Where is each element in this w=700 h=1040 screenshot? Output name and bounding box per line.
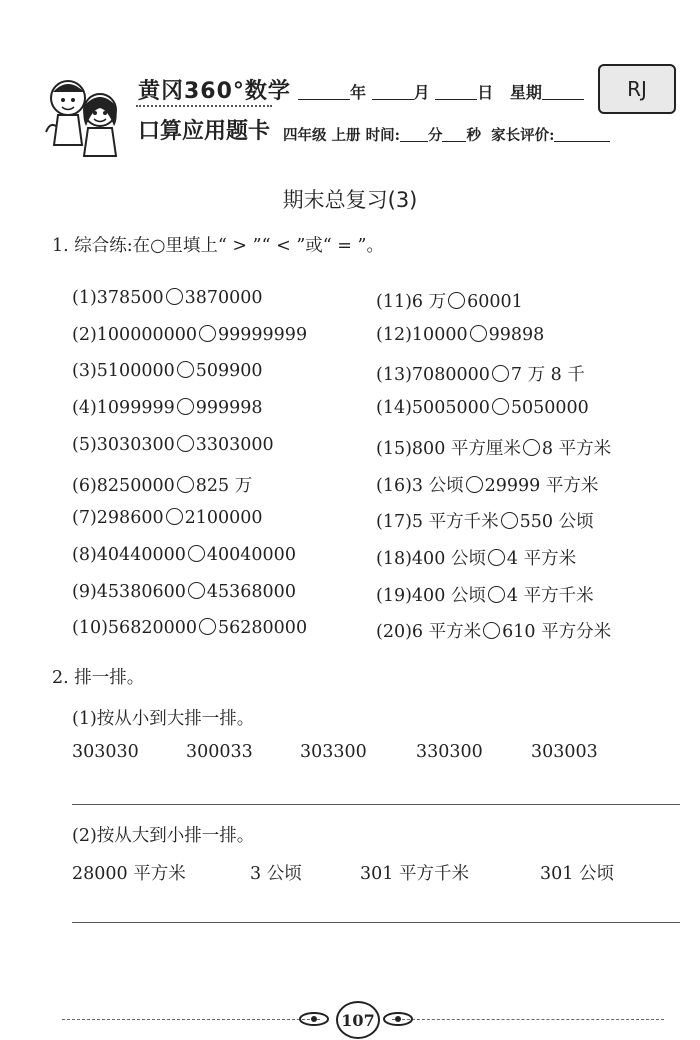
compare-item [376,398,589,418]
month-label: 月 [413,83,430,102]
compare-left: (17)5 平方千米 [376,512,499,533]
page-number: 107 [336,1001,380,1039]
sort-quantity: 3 公顷 [250,864,302,884]
footer-dash-right [392,1019,664,1020]
week-blank[interactable] [542,83,584,100]
date-line [298,80,584,103]
compare-right: 3303000 [195,434,274,455]
month-blank[interactable] [372,83,414,100]
compare-item [72,545,296,565]
year-label: 年 [350,83,367,102]
compare-item [376,545,576,570]
parent-blank[interactable] [554,127,610,143]
answer-circle[interactable] [177,435,194,452]
edition-badge: RJ [598,64,676,114]
compare-right: 3870000 [184,288,263,308]
week-label: 星期 [509,83,542,102]
sort-number: 303300 [300,742,367,762]
answer-circle[interactable] [177,398,194,415]
compare-left: (5)3030300 [72,434,175,455]
answer-circle[interactable] [492,365,509,382]
compare-item [376,325,544,345]
compare-left: (16)3 公顷 [376,475,464,496]
parent-label: 家长评价: [491,127,555,144]
sort-quantity: 28000 平方米 [72,864,186,884]
page-title: 期末总复习(3) [282,188,418,212]
compare-item [72,508,263,528]
compare-item [72,472,252,497]
day-label: 日 [477,83,494,102]
minute-label: 分 [427,127,443,144]
answer-circle[interactable] [488,586,505,603]
compare-item [72,618,307,638]
brand-divider [136,105,272,107]
compare-item [376,435,611,460]
second-blank[interactable] [442,127,466,143]
answer-circle[interactable] [501,512,518,529]
answer-circle[interactable] [483,622,500,639]
q2-part1-label: (1)按从小到大排一排。 [72,709,255,729]
answer-circle[interactable] [492,398,509,415]
sort-number: 303003 [531,742,598,762]
compare-right: 40040000 [206,544,296,565]
compare-item [376,618,611,643]
compare-right: 2100000 [184,508,263,529]
compare-item [376,582,594,607]
compare-left: (9)45380600 [72,581,186,602]
time-label: 时间: [365,127,400,144]
answer-circle[interactable] [488,549,505,566]
compare-right: 610 平方分米 [502,622,612,643]
compare-right: 56280000 [218,618,308,639]
compare-left: (14)5005000 [376,398,490,419]
compare-left: (15)800 平方厘米 [376,438,521,459]
answer-circle[interactable] [466,476,483,493]
compare-right: 825 万 [195,475,253,496]
answer-circle[interactable] [199,618,216,635]
compare-right: 4 平方米 [506,548,577,569]
answer-circle[interactable] [166,288,183,305]
compare-right: 60001 [467,292,523,312]
second-label: 秒 [466,127,481,144]
compare-left: (13)7080000 [376,365,490,386]
compare-left: (2)100000000 [72,324,197,345]
meta-line [283,124,610,145]
sort-quantity: 301 公顷 [540,864,614,884]
compare-item [72,288,263,308]
sort-quantity: 301 平方千米 [360,864,469,884]
year-blank[interactable] [298,83,350,100]
compare-right: 7 万 8 千 [510,365,585,386]
compare-right: 99999999 [218,324,308,345]
compare-item [72,582,296,602]
grade-label: 四年级 上册 [283,127,361,144]
answer-line-1[interactable] [72,804,680,805]
minute-blank[interactable] [400,127,428,143]
answer-circle[interactable] [188,582,205,599]
answer-circle[interactable] [188,545,205,562]
compare-left: (11)6 万 [376,292,447,312]
answer-circle[interactable] [470,325,487,342]
compare-left: (10)56820000 [72,618,197,639]
compare-item [72,398,263,418]
cartoon-kids-logo [38,70,130,162]
compare-right: 5050000 [510,398,589,419]
compare-right: 999998 [195,398,263,419]
compare-left: (20)6 平方米 [376,622,482,643]
compare-item [376,508,594,533]
sort-number: 303030 [72,742,139,762]
card-title: 口算应用题卡 [138,119,271,144]
compare-right: 509900 [195,361,263,382]
compare-right: 550 公顷 [519,512,594,533]
compare-left: (7)298600 [72,508,164,529]
compare-item [376,288,523,313]
day-blank[interactable] [435,83,477,100]
brand-title: 黄冈360°数学 [138,79,291,104]
compare-item [376,472,598,497]
compare-item [72,435,274,455]
compare-item [72,325,307,345]
compare-left: (18)400 公顷 [376,548,486,569]
compare-item [72,361,263,381]
sort-number: 300033 [186,742,253,762]
answer-circle[interactable] [523,439,540,456]
compare-left: (19)400 公顷 [376,585,486,606]
compare-left: (8)40440000 [72,544,186,565]
compare-right: 99898 [488,324,545,345]
answer-circle[interactable] [199,325,216,342]
compare-right: 8 平方米 [541,438,612,459]
compare-right: 4 平方千米 [506,585,594,606]
answer-line-2[interactable] [72,922,680,923]
answer-circle[interactable] [177,476,194,493]
compare-left: (1)378500 [72,288,164,308]
compare-right: 29999 平方米 [484,475,599,496]
q2-part2-label: (2)按从大到小排一排。 [72,826,255,846]
q2-instruction: 2. 排一排。 [52,668,145,688]
sort-number: 330300 [416,742,483,762]
compare-left: (12)10000 [376,324,468,345]
footer-dash-left [62,1019,320,1020]
compare-left: (3)5100000 [72,361,175,382]
compare-item [376,361,585,386]
compare-left: (4)1099999 [72,398,175,419]
answer-circle[interactable] [177,361,194,378]
answer-circle[interactable] [448,292,465,309]
compare-left: (6)8250000 [72,475,175,496]
answer-circle[interactable] [166,508,183,525]
q1-instruction: 1. 综合练:在○里填上“ > ”“ < ”或“ = ”。 [52,236,384,256]
compare-right: 45368000 [206,581,296,602]
